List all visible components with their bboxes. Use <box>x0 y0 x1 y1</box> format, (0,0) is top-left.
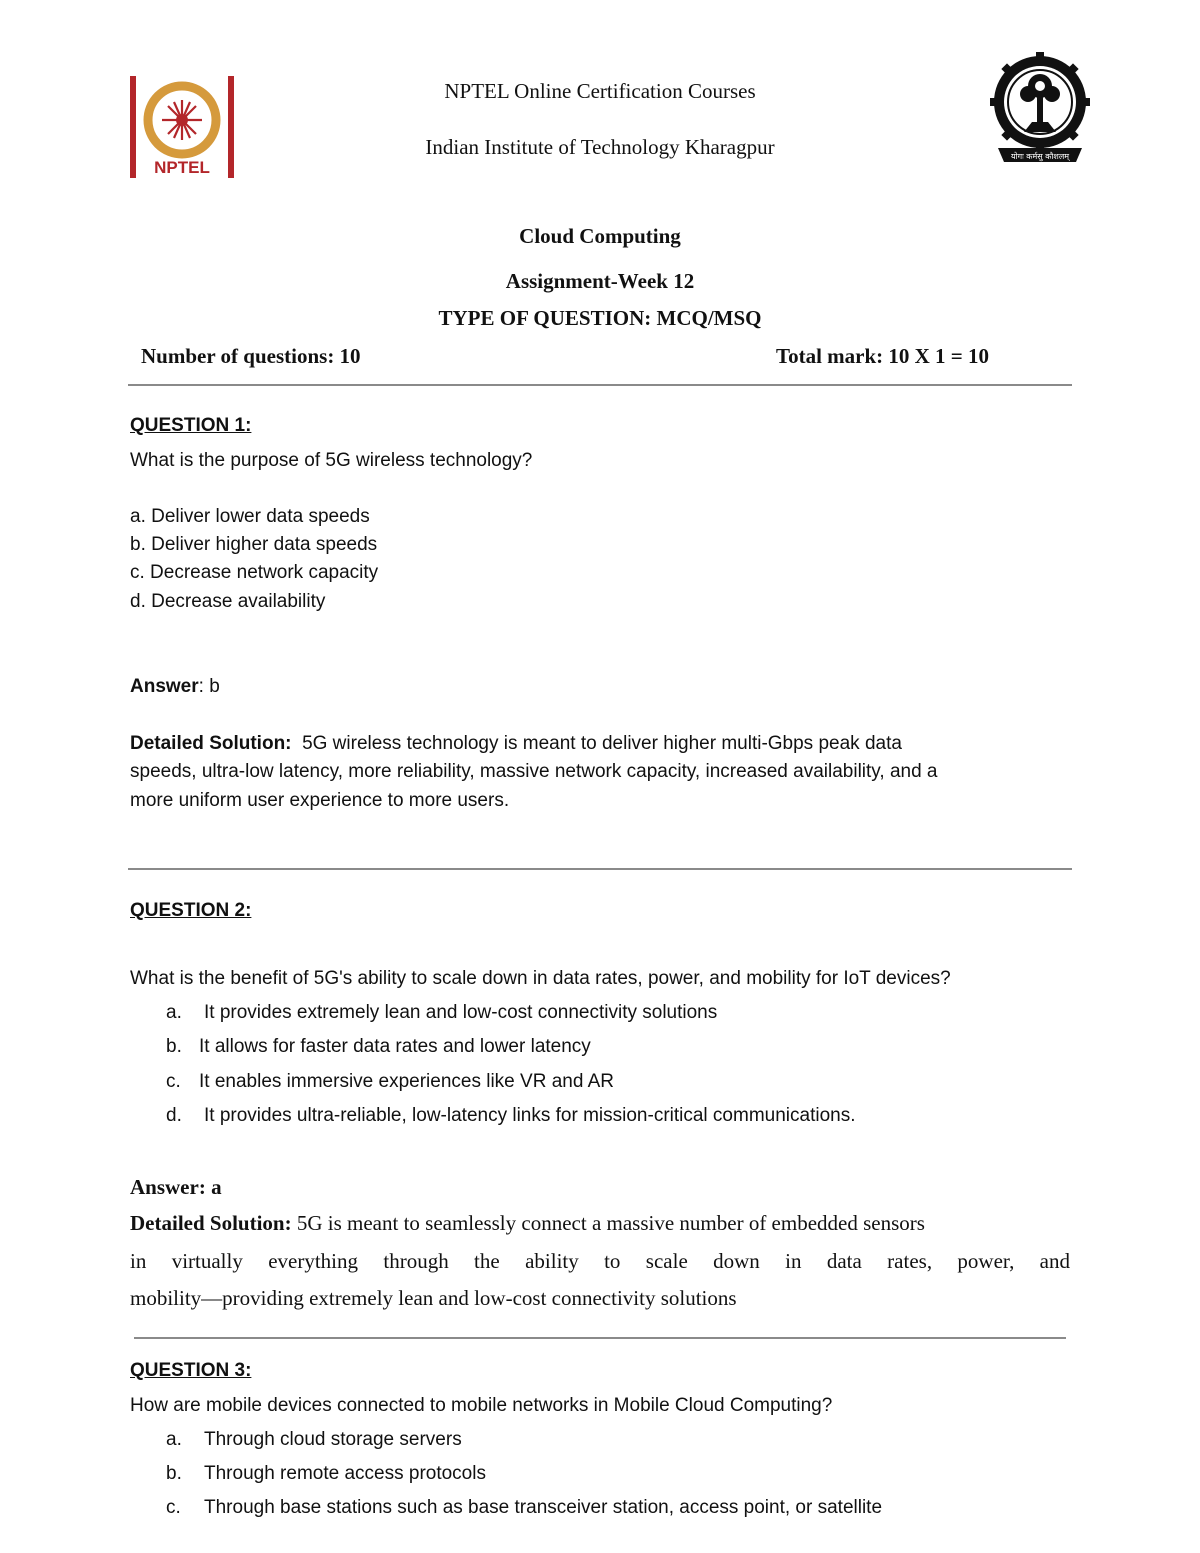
q2-option-c <box>166 1071 614 1093</box>
q1-option-d: d. Decrease availability <box>130 591 326 612</box>
q3-option-b-text: Through remote access protocols <box>204 1463 486 1484</box>
q1-solution-line-3: more uniform user experience to more users. <box>130 790 510 811</box>
q1-answer-value: : b <box>198 676 220 697</box>
q3-option-c-text: Through base stations such as base transceiver station, access point, or satellite <box>204 1497 883 1518</box>
q1-option-b: b. Deliver higher data speeds <box>130 534 378 555</box>
q1-heading: QUESTION 1: <box>130 415 252 436</box>
q1-solution-line-2: speeds, ultra-low latency, more reliability, massive network capacity, increased availability, and a <box>130 761 938 782</box>
num-questions-label: Number of questions <box>141 344 328 368</box>
divider <box>128 384 1072 386</box>
header-line-1: NPTEL Online Certification Courses <box>444 79 756 103</box>
q2-option-d-letter: d. <box>166 1105 182 1126</box>
q2-solution-line-2: in virtually everything through the ability to scale down in data rates, power, and <box>130 1249 1070 1273</box>
q2-heading: QUESTION 2: <box>130 900 252 921</box>
q2-solution-line-3: mobility—providing extremely lean and low-cost connectivity solutions <box>130 1286 737 1310</box>
q1-solution-label: Detailed Solution: <box>130 733 292 754</box>
q1-option-c: c. Decrease network capacity <box>130 562 379 583</box>
q2-option-b-letter: b. <box>166 1036 182 1057</box>
q1-solution-line-1 <box>130 733 902 755</box>
q1-solution-text-1: 5G wireless technology is meant to deliver higher multi-Gbps peak data <box>302 733 902 754</box>
question-type: TYPE OF QUESTION: MCQ/MSQ <box>438 306 762 330</box>
assignment-title: Assignment-Week 12 <box>505 269 695 293</box>
divider <box>128 868 1072 870</box>
q1-option-a: a. Deliver lower data speeds <box>130 506 370 527</box>
q3-option-c-letter: c. <box>166 1497 181 1518</box>
nptel-logo-text: NPTEL <box>154 158 210 177</box>
q2-option-c-text: It enables immersive experiences like VR and AR <box>199 1071 615 1092</box>
header-line-2: Indian Institute of Technology Kharagpur <box>425 135 775 159</box>
q2-option-b-text: It allows for faster data rates and lower latency <box>199 1036 591 1057</box>
q2-solution-text-1: 5G is meant to seamlessly connect a massive number of embedded sensors <box>296 1211 925 1235</box>
q2-text: What is the benefit of 5G's ability to scale down in data rates, power, and mobility for IoT devices? <box>130 968 951 989</box>
q3-heading: QUESTION 3: <box>130 1360 252 1381</box>
q3-option-c <box>166 1497 882 1519</box>
q2-option-b <box>166 1036 591 1058</box>
course-title: Cloud Computing <box>519 224 681 248</box>
q2-answer: Answer: a <box>130 1175 222 1199</box>
q1-answer-label: Answer <box>130 676 199 697</box>
q2-option-c-letter: c. <box>166 1071 181 1092</box>
divider <box>134 1337 1066 1339</box>
q3-option-b-letter: b. <box>166 1463 182 1484</box>
iit-logo-motto: योगः कर्मसु कौशलम् <box>1010 152 1070 161</box>
q2-solution-line-1 <box>130 1211 925 1236</box>
q2-option-a <box>166 1002 717 1024</box>
q3-option-a-letter: a. <box>166 1429 182 1450</box>
num-questions-value: : 10 <box>327 344 361 368</box>
total-mark: Total mark: 10 X 1 = 10 <box>776 344 990 368</box>
q3-option-a-text: Through cloud storage servers <box>204 1429 462 1450</box>
q2-option-a-text: It provides extremely lean and low-cost connectivity solutions <box>204 1002 718 1023</box>
num-questions <box>141 344 361 369</box>
q2-solution-label: Detailed Solution: <box>130 1211 292 1235</box>
q3-option-b <box>166 1463 486 1485</box>
q3-text: How are mobile devices connected to mobile networks in Mobile Cloud Computing? <box>130 1395 833 1416</box>
q2-option-d <box>166 1105 856 1127</box>
q2-option-a-letter: a. <box>166 1002 182 1023</box>
q3-option-a <box>166 1429 462 1451</box>
q1-answer <box>130 676 220 698</box>
q1-text: What is the purpose of 5G wireless technology? <box>130 450 533 471</box>
q2-option-d-text: It provides ultra-reliable, low-latency links for mission-critical communications. <box>204 1105 856 1126</box>
